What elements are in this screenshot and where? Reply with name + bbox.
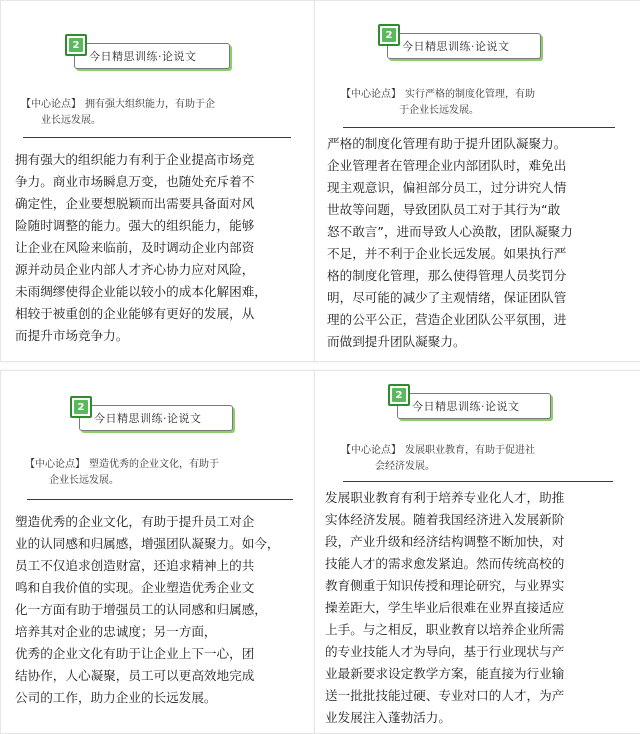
body-line: 拥有强大的组织能力有利于企业提高市场竞 xyxy=(15,152,255,167)
body-line: 发展职业教育有利于培养专业化人才，助推 xyxy=(325,490,565,505)
banner-title: 今日精思训练·论说文 xyxy=(402,40,510,53)
thesis-label: 【中心论点】 xyxy=(341,445,401,456)
body-line: 现主观意识，偏袒部分员工，过分讲究人情 xyxy=(327,180,567,195)
thesis-label: 【中心论点】 xyxy=(21,99,81,110)
banner xyxy=(395,389,551,419)
body-line: 理的公平公正，营造企业团队公平氛围，进 xyxy=(327,312,567,327)
body-line: 怒不敢言”，进而导致人心涣散，团队凝聚力 xyxy=(327,224,573,239)
body-line: 的专业技能人才为导向，基于行业现状与产 xyxy=(325,644,565,659)
body-line: 优秀的企业文化有助于让企业上下一心，团 xyxy=(15,646,255,661)
thesis xyxy=(25,457,305,489)
body-line: 而提升市场竞争力。 xyxy=(15,328,129,343)
body-line: 上手。与之相反，职业教育以培养企业所需 xyxy=(325,622,565,637)
essay-card-1 xyxy=(0,0,316,362)
body-line: 公司的工作，助力企业的长远发展。 xyxy=(15,690,217,705)
body-line: 相较于被重创的企业能够有更好的发展，从 xyxy=(15,306,255,321)
body-line: 实体经济发展。随着我国经济进入发展新阶 xyxy=(325,512,565,527)
body-line: 严格的制度化管理有助于提升团队凝聚力。 xyxy=(327,136,567,151)
thesis-line-1: 塑造优秀的企业文化，有助于 xyxy=(89,459,219,470)
body-line: 让企业在风险来临前，及时调动企业内部资 xyxy=(15,240,255,255)
thesis-line-1: 拥有强大组织能力，有助于企 xyxy=(85,99,215,110)
body-line: 段，产业升级和经济结构调整不断加快，对 xyxy=(325,534,565,549)
essay-card-2 xyxy=(314,0,640,362)
number-badge xyxy=(378,24,400,46)
number-badge xyxy=(65,34,87,56)
body-line: 教育侧重于知识传授和理论研究，与业界实 xyxy=(325,578,565,593)
body-line: 鸣和自我价值的实现。企业塑造优秀企业文 xyxy=(15,580,255,595)
body-line: 操差距大，学生毕业后很难在业界直接适应 xyxy=(325,600,565,615)
thesis-line-2: 业长远发展。 xyxy=(41,115,101,126)
body-line: 业发展注入蓬勃活力。 xyxy=(325,710,451,725)
banner-title: 今日精思训练·论说文 xyxy=(89,50,197,63)
body-line: 不足，并不利于企业长远发展。如果执行严 xyxy=(327,246,567,261)
body-line: 化一方面有助于增强员工的认同感和归属感， xyxy=(15,602,267,617)
essay-body xyxy=(15,511,307,709)
body-line: 业最新要求设定教学方案，能直接为行业输 xyxy=(325,666,565,681)
body-line: 塑造优秀的企业文化，有助于提升员工对企 xyxy=(15,514,255,529)
thesis xyxy=(341,443,631,475)
badge-number: 2 xyxy=(382,28,396,42)
banner xyxy=(385,29,541,59)
thesis xyxy=(21,97,301,129)
banner-title: 今日精思训练·论说文 xyxy=(412,400,520,413)
thesis-line-1: 实行严格的制度化管理，有助 xyxy=(405,89,535,100)
banner xyxy=(77,401,233,431)
divider xyxy=(27,499,293,500)
thesis-label: 【中心论点】 xyxy=(25,459,85,470)
divider xyxy=(343,481,613,482)
banner xyxy=(72,39,230,69)
banner-title: 今日精思训练·论说文 xyxy=(94,412,202,425)
body-line: 未雨绸缪使得企业能以较小的成本化解困难， xyxy=(15,284,267,299)
thesis-line-1: 发展职业教育，有助于促进社 xyxy=(405,445,535,456)
divider xyxy=(343,127,615,128)
body-line: 而做到提升团队凝聚力。 xyxy=(327,334,466,349)
body-line: 险随时调整的能力。强大的组织能力，能够 xyxy=(15,218,255,233)
essay-body xyxy=(15,149,305,347)
badge-number: 2 xyxy=(392,388,406,402)
body-line: 企业管理者在管理企业内部团队时，难免出 xyxy=(327,158,567,173)
body-line: 结协作，人心凝聚，员工可以更高效地完成 xyxy=(15,668,255,683)
body-line: 业的认同感和归属感，增强团队凝聚力。如今， xyxy=(15,536,280,551)
body-line: 送一批批技能过硬、专业对口的人才，为产 xyxy=(325,688,565,703)
body-line: 世故等问题，导致团队员工对于其行为“敢 xyxy=(327,202,561,217)
body-line: 确定性，企业要想脱颖而出需要具备面对风 xyxy=(15,196,255,211)
divider xyxy=(23,137,291,138)
body-line: 争力。商业市场瞬息万变，也随处充斥着不 xyxy=(15,174,255,189)
thesis-label: 【中心论点】 xyxy=(341,89,401,100)
thesis xyxy=(341,87,631,119)
essay-card-3 xyxy=(0,370,316,734)
thesis-line-2: 会经济发展。 xyxy=(375,461,435,472)
thesis-line-2: 于企业长远发展。 xyxy=(399,105,479,116)
body-line: 员工不仅追求创造财富，还追求精神上的共 xyxy=(15,558,255,573)
badge-number: 2 xyxy=(69,38,83,52)
essay-body xyxy=(327,133,631,353)
essay-card-4 xyxy=(314,370,640,734)
thesis-line-2: 企业长远发展。 xyxy=(49,475,119,486)
body-line: 培养其对企业的忠诚度；另一方面， xyxy=(15,624,217,639)
badge-number: 2 xyxy=(74,400,88,414)
body-line: 技能人才的需求愈发紧迫。然而传统高校的 xyxy=(325,556,565,571)
number-badge xyxy=(70,396,92,418)
essay-body xyxy=(325,487,631,729)
body-line: 格的制度化管理，那么使得管理人员奖罚分 xyxy=(327,268,567,283)
number-badge xyxy=(388,384,410,406)
body-line: 明，尽可能的减少了主观情绪，保证团队管 xyxy=(327,290,567,305)
body-line: 源并动员企业内部人才齐心协力应对风险， xyxy=(15,262,255,277)
